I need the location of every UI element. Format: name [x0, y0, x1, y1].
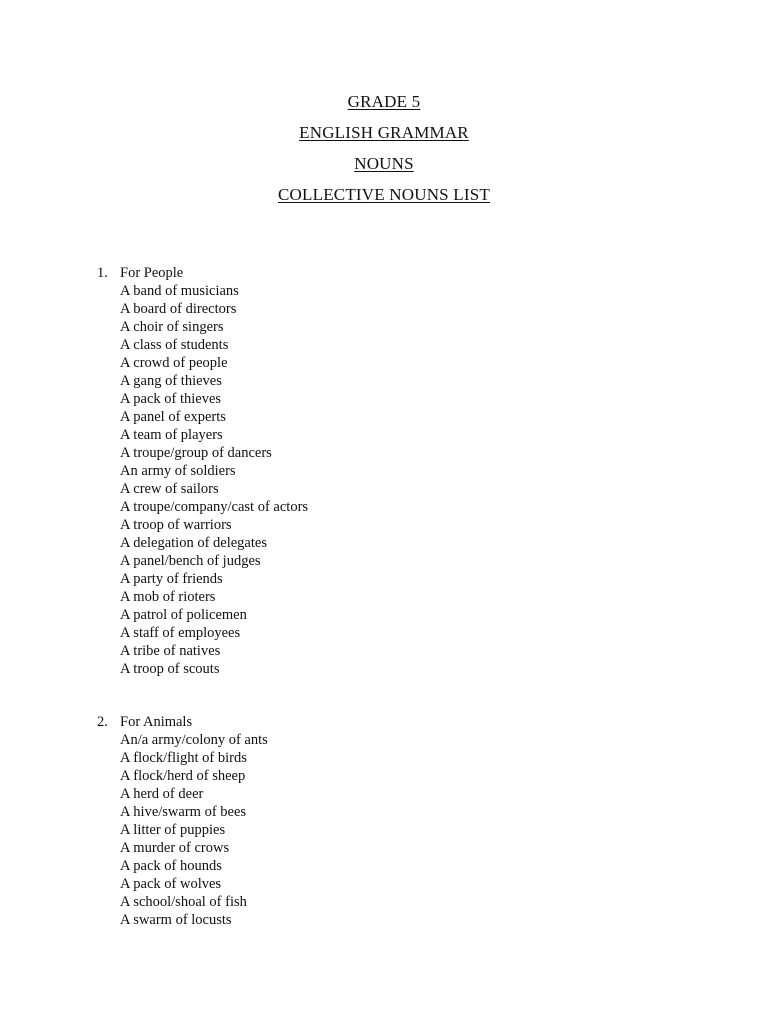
list-item: A band of musicians: [120, 283, 239, 299]
list-title: COLLECTIVE NOUNS LIST: [278, 185, 490, 204]
section-animals: [97, 713, 697, 929]
list-item: A troop of scouts: [120, 661, 220, 677]
list-item: A patrol of policemen: [120, 607, 247, 623]
list-item: An/a army/colony of ants: [120, 732, 268, 748]
list-item: A party of friends: [120, 571, 223, 587]
list-item: A swarm of locusts: [120, 912, 232, 928]
list-item: A herd of deer: [120, 786, 204, 802]
list-item: A panel/bench of judges: [120, 553, 261, 569]
list-item: A flock/herd of sheep: [120, 768, 246, 784]
list-item: A pack of thieves: [120, 391, 222, 407]
list-item: A troupe/group of dancers: [120, 445, 272, 461]
list-item: A mob of rioters: [120, 589, 216, 605]
list-item: A litter of puppies: [120, 822, 226, 838]
list-item: A panel of experts: [120, 409, 226, 425]
list-item: A gang of thieves: [120, 373, 222, 389]
list-item: A crew of sailors: [120, 481, 219, 497]
grade-title: GRADE 5: [347, 92, 421, 111]
list-item: A staff of employees: [120, 625, 241, 641]
people-list: [97, 282, 697, 678]
list-item: A murder of crows: [120, 840, 230, 856]
section-number: 2.: [97, 714, 108, 730]
list-item: A hive/swarm of bees: [120, 804, 247, 820]
list-item: A troop of warriors: [120, 517, 232, 533]
list-item: An army of soldiers: [120, 463, 236, 479]
list-item: A pack of wolves: [120, 876, 222, 892]
list-item: A class of students: [120, 337, 229, 353]
list-item: A flock/flight of birds: [120, 750, 247, 766]
list-item: A pack of hounds: [120, 858, 222, 874]
list-item: A choir of singers: [120, 319, 224, 335]
topic-title: NOUNS: [354, 154, 414, 173]
section-heading: [97, 264, 697, 282]
list-item: A troupe/company/cast of actors: [120, 499, 309, 515]
list-item: A team of players: [120, 427, 223, 443]
section-people: [97, 264, 697, 678]
list-item: A delegation of delegates: [120, 535, 267, 551]
list-item: A board of directors: [120, 301, 237, 317]
section-heading: [97, 713, 697, 731]
subject-title: ENGLISH GRAMMAR: [299, 123, 469, 142]
section-heading-text: For Animals: [120, 714, 193, 730]
title-block: [0, 86, 768, 210]
section-number: 1.: [97, 265, 108, 281]
list-item: A crowd of people: [120, 355, 228, 371]
list-item: A school/shoal of fish: [120, 894, 247, 910]
list-item: A tribe of natives: [120, 643, 221, 659]
section-heading-text: For People: [120, 265, 184, 281]
animals-list: [97, 731, 697, 929]
